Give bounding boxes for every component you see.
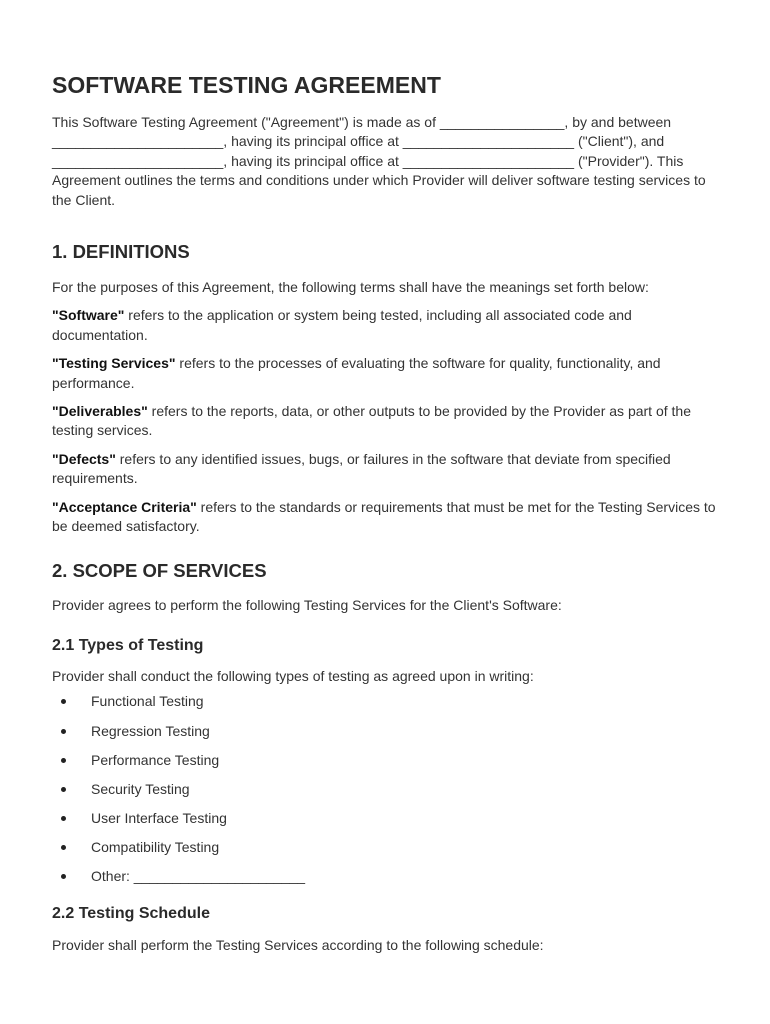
list-item: Other: ______________________: [52, 867, 718, 896]
definition-term: "Software": [52, 307, 125, 324]
document-title: SOFTWARE TESTING AGREEMENT: [52, 72, 441, 98]
definitions-lead: For the purposes of this Agreement, the following terms shall have the meanings set forth below:: [52, 279, 649, 296]
types-of-testing-heading: 2.1 Types of Testing: [52, 636, 204, 654]
list-item: Regression Testing: [52, 722, 718, 751]
testing-schedule-heading: 2.2 Testing Schedule: [52, 904, 210, 922]
definition-acceptance-criteria: [52, 498, 718, 537]
definition-testing-services: [52, 354, 718, 393]
list-item: Compatibility Testing: [52, 838, 718, 867]
list-item: Functional Testing: [52, 692, 718, 721]
bullet-icon: [61, 816, 66, 821]
definition-text: refers to the processes of evaluating the software for quality, functionality, and performance.: [52, 355, 661, 391]
bullet-icon: [61, 787, 66, 792]
bullet-icon: [61, 699, 66, 704]
definition-text: refers to any identified issues, bugs, or failures in the software that deviate from specified requirements.: [52, 450, 671, 487]
list-item: User Interface Testing: [52, 809, 718, 838]
definition-deliverables: [52, 402, 718, 441]
definition-term: "Defects": [52, 450, 116, 467]
scope-heading: 2. SCOPE OF SERVICES: [52, 559, 267, 581]
intro-paragraph: This Software Testing Agreement ("Agreement") is made as of ________________, by and between ______________________, having its principal office at ______________________ ("Client"), and ______________________, having its principal office at ______________________ ("Provider"). This Agreement outlines the terms and conditions under which Provider will deliver software testing services to the Client.: [52, 114, 706, 208]
definition-text: refers to the reports, data, or other outputs to be provided by the Provider as part of the testing services.: [52, 403, 691, 439]
bullet-icon: [61, 758, 66, 763]
definition-term: "Acceptance Criteria": [52, 498, 197, 515]
definition-software: [52, 306, 718, 345]
bullet-icon: [61, 729, 66, 734]
list-item: Security Testing: [52, 780, 718, 809]
types-of-testing-lead: Provider shall conduct the following types of testing as agreed upon in writing:: [52, 667, 534, 684]
definition-text: refers to the standards or requirements that must be met for the Testing Services to be deemed satisfactory.: [52, 498, 716, 535]
definition-text: refers to the application or system being tested, including all associated code and documentation.: [52, 307, 632, 343]
bullet-icon: [61, 874, 66, 879]
definition-defects: [52, 450, 718, 489]
definition-term: "Testing Services": [52, 355, 176, 372]
definitions-heading: 1. DEFINITIONS: [52, 241, 190, 263]
bullet-icon: [61, 845, 66, 850]
definition-term: "Deliverables": [52, 403, 148, 420]
list-item: Performance Testing: [52, 751, 718, 780]
scope-lead: Provider agrees to perform the following Testing Services for the Client's Software:: [52, 596, 562, 613]
testing-schedule-lead: Provider shall perform the Testing Services according to the following schedule:: [52, 936, 544, 953]
testing-types-list: [52, 692, 718, 896]
